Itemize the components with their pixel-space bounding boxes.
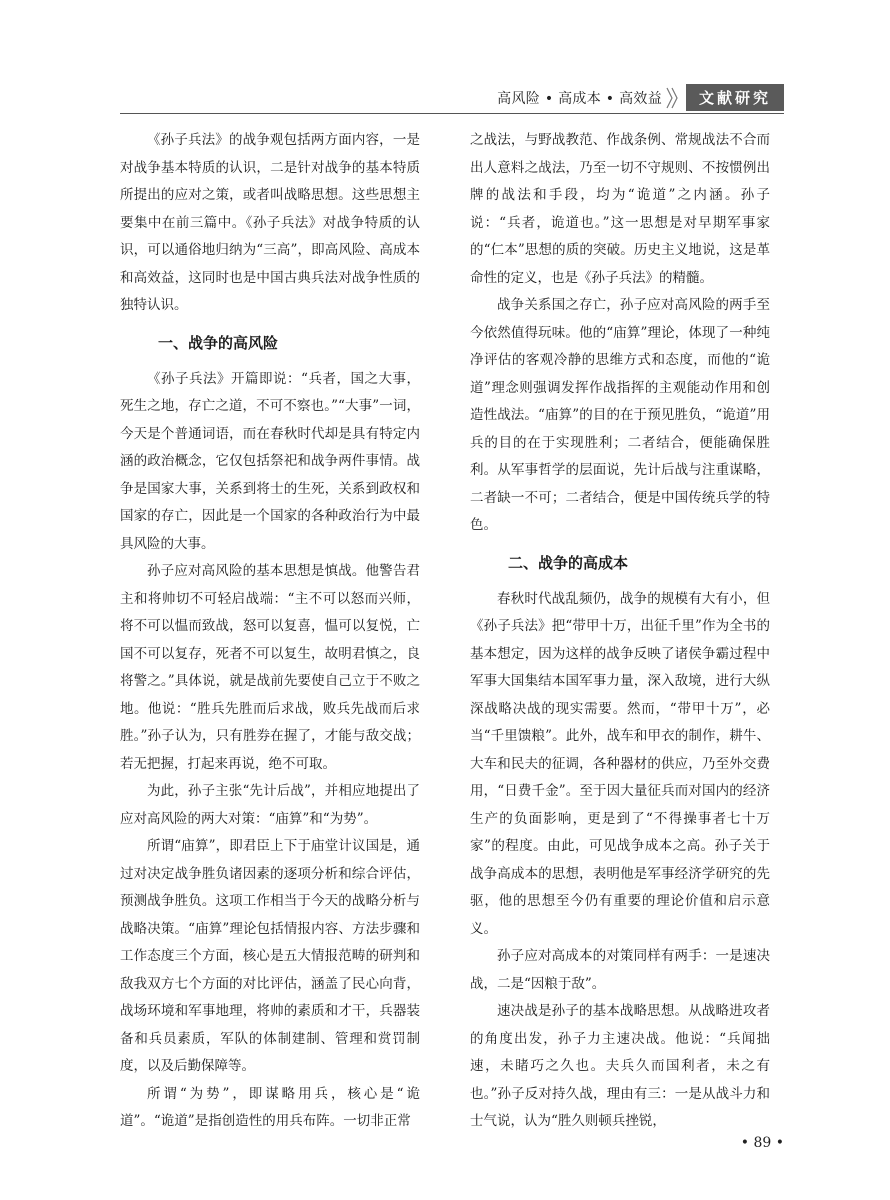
body-paragraph: 孙子应对高风险的基本思想是慎战。他警告君主和将帅切不可轻启战端：“主不可以怒而兴师，将不可以愠而致战，怒可以复喜，愠可以复悦，亡国不可以复存，死者不可以复生，故明君慎之，良将警之。”具体说，就是战前先要使自己立于不败之地。他说：“胜兵先胜而后求战，败兵先战而后求胜。”孙子认为，只有胜券在握了，才能与敌交战；若无把握，打起来再说，绝不可取。 bbox=[120, 563, 420, 772]
body-paragraph: 所谓“为势”，即谋略用兵，核心是“诡道”。“诡道”是指创造性的用兵布阵。一切非正常 bbox=[120, 1085, 420, 1129]
body-paragraph: 春秋时代战乱频仍，战争的规模有大有小，但《孙子兵法》把“带甲十万，出征千里”作为全书的基本想定，因为这样的战争反映了诸侯争霸过程中军事大国集结本国军事力量，深入敌境，进行大纵深战略决战的现实需要。然而，“带甲十万”，必当“千里馈粮”。此外，战车和甲衣的制作，耕牛、大车和民夫的征调，各种器材的供应，乃至外交费用，“日费千金”。至于因大量征兵而对国内的经济生产的负面影响，更是到了“不得操事者七十万家”的程度。由此，可见战争成本之高。孙子关于战争高成本的思想，表明他是军事经济学研究的先驱，他的思想至今仍有重要的理论价值和启示意义。 bbox=[470, 590, 770, 937]
page-number: • 89 • bbox=[740, 1135, 784, 1151]
body-paragraph: 孙子应对高成本的对策同样有两手：一是速决战，二是“因粮于敌”。 bbox=[470, 948, 770, 992]
body-paragraph: 为此，孙子主张“先计后战”，并相应地提出了应对高风险的两大对策：“庙算”和“为势”。 bbox=[120, 783, 420, 827]
section-heading-1: 一、战争的高风险 bbox=[158, 333, 279, 352]
left-column bbox=[120, 127, 420, 1136]
continued-paragraph: 之战法，与野战教范、作战条例、常规战法不合而出人意料之战法，乃至一切不守规则、不按惯例出牌的战法和手段，均为“诡道”之内涵。孙子说：“兵者，诡道也。”这一思想是对早期军事家的“仁本”思想的质的突破。历史主义地说，这是革命性的定义，也是《孙子兵法》的精髓。 bbox=[470, 132, 770, 286]
body-paragraph: 所谓“庙算”，即君臣上下于庙堂计议国是，通过对决定战争胜负诸因素的逐项分析和综合评估，预测战争胜负。这项工作相当于今天的战略分析与战略决策。“庙算”理论包括情报内容、方法步骤和工作态度三个方面，核心是五大情报范畴的研判和敌我双方七个方面的对比评估，涵盖了民心向背，战场环境和军事地理，将帅的素质和才干，兵器装备和兵员素质，军队的体制建制、管理和赏罚制度，以及后勤保障等。 bbox=[120, 838, 420, 1074]
intro-paragraph: 《孙子兵法》的战争观包括两方面内容，一是对战争基本特质的认识，二是针对战争的基本特质所提出的应对之策，或者叫战略思想。这些思想主要集中在前三篇中。《孙子兵法》对战争特质的认识，可以通俗地归纳为“三高”，即高风险、高成本和高效益，这同时也是中国古典兵法对战争性质的独特认识。 bbox=[120, 132, 420, 313]
body-paragraph: 战争关系国之存亡，孙子应对高风险的两手至今依然值得玩味。他的“庙算”理论，体现了一种纯净评估的客观冷静的思维方式和态度，而他的“诡道”理念则强调发挥作战指挥的主观能动作用和创造性战法。“庙算”的目的在于预见胜负，“诡道”用兵的目的在于实现胜利；二者结合，便能确保胜利。从军事哲学的层面说，先计后战与注重谋略，二者缺一不可；二者结合，便是中国传统兵学的特色。 bbox=[470, 297, 770, 533]
page-header bbox=[120, 84, 784, 114]
double-chevron-icon bbox=[666, 87, 680, 109]
body-paragraph: 《孙子兵法》开篇即说：“兵者，国之大事，死生之地，存亡之道，不可不察也。”“大事”一词，今天是个普通词语，而在春秋时代却是具有特定内涵的政治概念，它仅包括祭祀和战争两件事情。战争是国家大事，关系到将士的生死，关系到政权和国家的存亡，因此是一个国家的各种政治行为中最具风险的大事。 bbox=[120, 370, 420, 552]
header-rule bbox=[120, 113, 784, 114]
section-heading-2: 二、战争的高成本 bbox=[508, 553, 629, 572]
body-paragraph: 速决战是孙子的基本战略思想。从战略进攻者的角度出发，孙子力主速决战。他说：“兵闻拙速，未睹巧之久也。夫兵久而国利者，未之有也。”孙子反对持久战，理由有三：一是从战斗力和士气说，认为“胜久则顿兵挫锐， bbox=[470, 1003, 770, 1129]
running-title: 高风险 • 高成本 • 高效益 bbox=[497, 91, 662, 107]
section-label: 文献研究 bbox=[686, 84, 784, 111]
right-column bbox=[470, 127, 770, 1136]
